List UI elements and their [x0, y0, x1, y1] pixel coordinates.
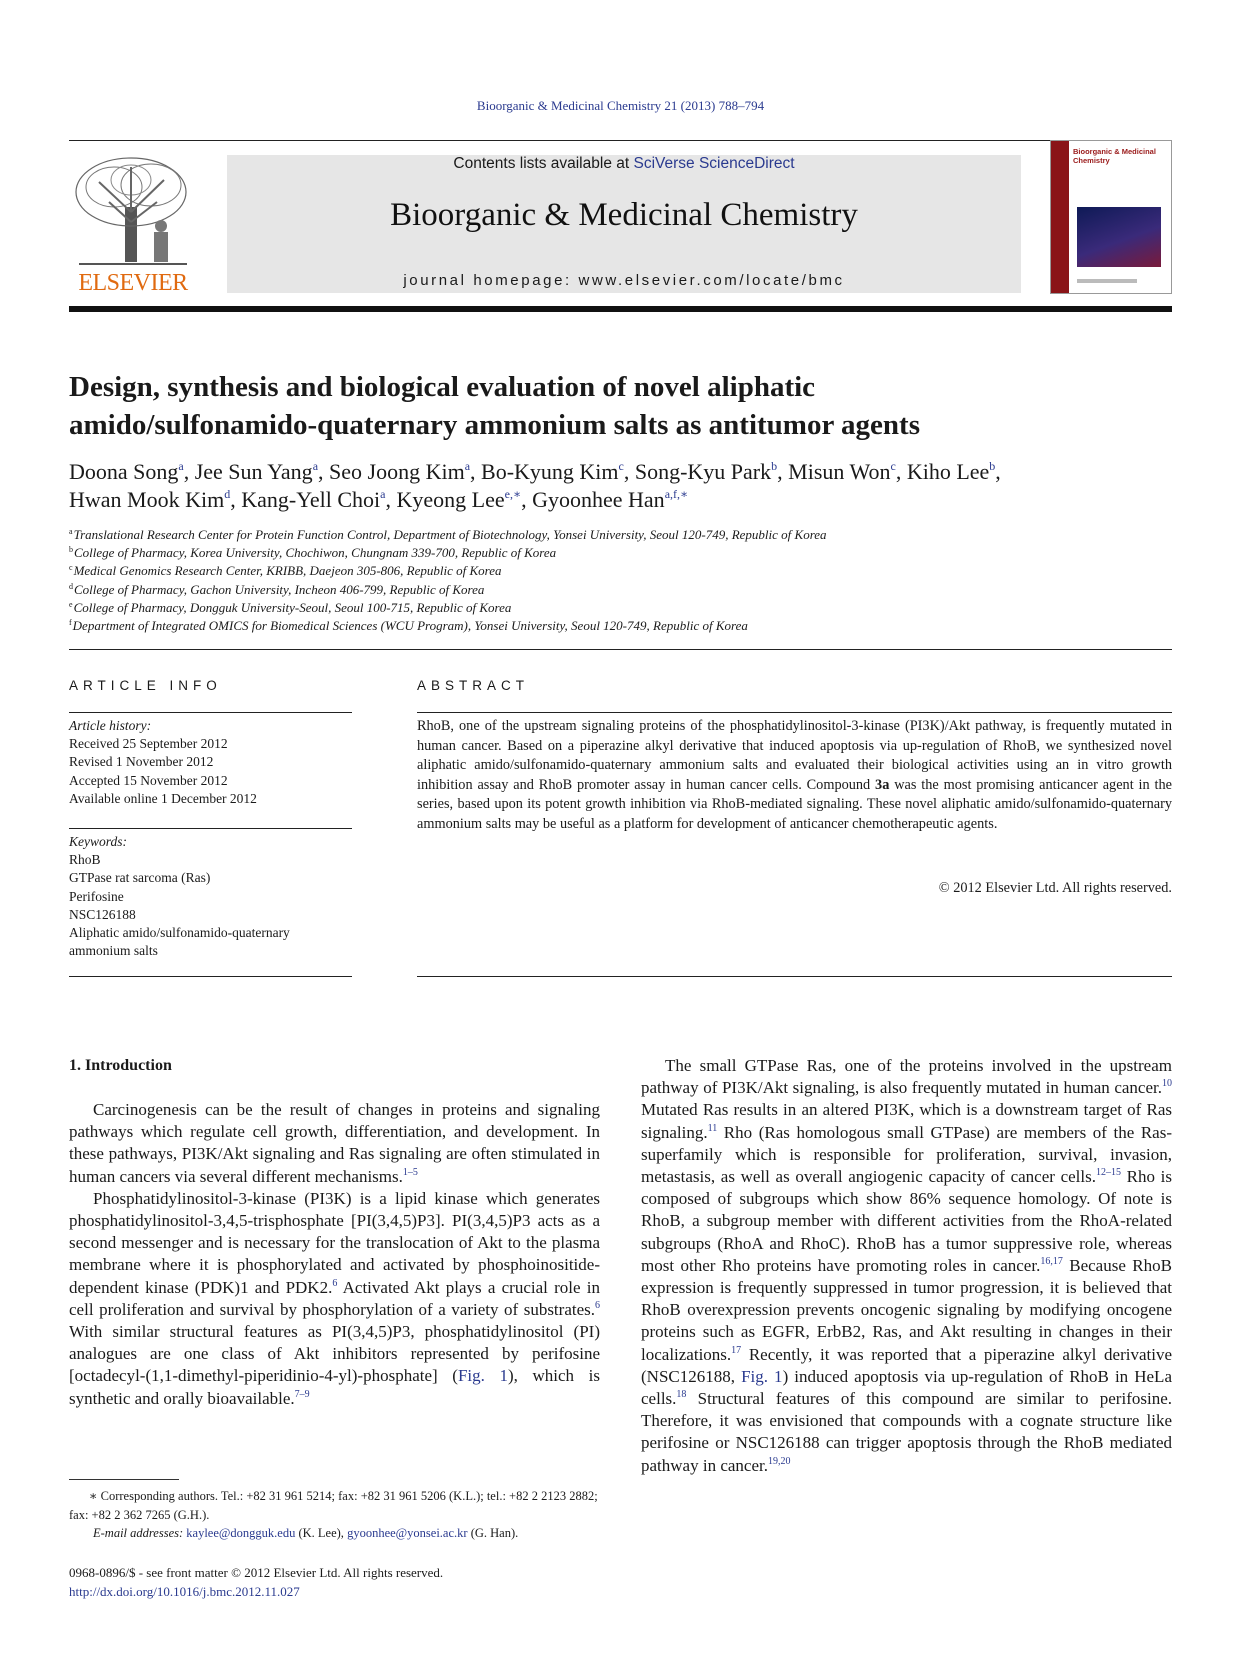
author-sep: , — [777, 459, 789, 484]
reference[interactable]: 6 — [332, 1277, 338, 1289]
accepted-date: Accepted 15 November 2012 — [69, 772, 228, 788]
text: Because RhoB expression is frequently suppressed in tumor progression, it is believed that RhoB overexpression prevents oncogenic signaling by modifying oncogene proteins such as EGFR, ErbB2, Ras, and Akt resulting in changes in their localizations. — [641, 1255, 1172, 1364]
author-affil[interactable]: a,f,∗ — [664, 487, 689, 501]
cover-footer — [1077, 279, 1137, 283]
author-sep: , — [385, 487, 397, 512]
text: ), which is synthetic and orally bioavailable. — [69, 1366, 601, 1408]
doi-link[interactable]: http://dx.doi.org/10.1016/j.bmc.2012.11.027 — [69, 1583, 300, 1599]
article-history — [69, 717, 352, 808]
keyword: GTPase rat sarcoma (Ras) — [69, 870, 211, 886]
text: Carcinogenesis can be the result of changes in proteins and signaling pathways which regulate cell growth, differentiation, and development. In these pathways, PI3K/Akt signaling and Ras signaling are often stimulated in human cancers via several different mechanisms. — [69, 1100, 600, 1186]
author[interactable]: Gyoonhee Han — [532, 487, 665, 512]
author-affil[interactable]: c — [890, 459, 896, 473]
author-affil[interactable]: a — [380, 487, 386, 501]
author-affil[interactable]: b — [989, 459, 996, 473]
publisher-name: ELSEVIER — [78, 270, 188, 296]
author-sep: , — [995, 459, 1001, 484]
cover-spine — [1051, 141, 1069, 293]
author[interactable]: Jee Sun Yang — [194, 459, 313, 484]
affil-text: Medical Genomics Research Center, KRIBB, Daejeon 305-806, Republic of Korea — [73, 563, 502, 579]
author-sep: , — [895, 459, 907, 484]
affil-text: College of Pharmacy, Gachon University, Incheon 406-799, Republic of Korea — [74, 581, 485, 597]
history-label: Article history: — [69, 718, 152, 733]
article-title — [69, 368, 1172, 444]
keywords-rule — [69, 828, 352, 829]
section-rule — [69, 649, 1172, 650]
article-info-bottom-rule — [69, 976, 352, 977]
affil-text: Department of Integrated OMICS for Biomedical Sciences (WCU Program), Yonsei University, Seoul 120-749, Republic of Korea — [72, 618, 748, 634]
affil-key: a — [69, 527, 73, 536]
journal-citation[interactable]: Bioorganic & Medicinal Chemistry 21 (2013) 788–794 — [476, 98, 765, 113]
affiliation — [69, 526, 1172, 544]
affil-key: e — [69, 599, 73, 609]
reference[interactable]: 6 — [595, 1299, 600, 1311]
text: Rho (Ras homologous small GTPase) are members of the Ras-superfamily which is responsible for proliferation, survival, invasion, metastasis, as well as overall angiogenic capacity of cancer cells. — [641, 1122, 1172, 1187]
sciencedirect-link[interactable]: SciVerse ScienceDirect — [633, 155, 795, 172]
email-link[interactable]: kaylee@dongguk.edu — [186, 1526, 296, 1540]
author[interactable]: Seo Joong Kim — [329, 459, 465, 484]
figure-link[interactable]: Fig. 1 — [741, 1366, 783, 1386]
footnote-rule — [69, 1479, 179, 1480]
intro-left-column — [69, 1099, 600, 1410]
author[interactable]: Kyeong Lee — [396, 487, 505, 512]
author[interactable]: Misun Won — [788, 459, 891, 484]
author-affil[interactable]: b — [771, 459, 778, 473]
author-sep: , — [318, 459, 330, 484]
intro-right-column — [641, 1055, 1172, 1477]
affiliation — [69, 581, 1172, 599]
keyword: ammonium salts — [69, 943, 158, 959]
text: The small GTPase Ras, one of the proteins involved in the upstream pathway of PI3K/Akt signaling, is also frequently mutated in human cancer. — [641, 1056, 1172, 1098]
author-sep: , — [183, 459, 195, 484]
reference[interactable]: 10 — [1162, 1078, 1172, 1090]
author[interactable]: Kang-Yell Choi — [241, 487, 381, 512]
author-sep: , — [623, 459, 635, 484]
text: Rho is composed of subgroups which show 86% sequence homology. Of note is RhoB, a subgroup member with different activities from the RhoA-related subgroups (RhoA and RhoC). RhoB has a tumor suppressive role, whereas most other Rho proteins have promoting roles in cancer. — [641, 1167, 1172, 1275]
keywords-label: Keywords: — [69, 834, 127, 849]
compound-label: 3a — [875, 776, 890, 793]
text: Structural features of this compound are similar to perifosine. Therefore, it was envisioned that compounds with a cognate structure like perifosine or NSC126188 can trigger apoptosis through the RhoB mediated pathway in cancer. — [641, 1389, 1172, 1475]
author-affil[interactable]: a — [312, 459, 319, 473]
intro-paragraph-2 — [69, 1188, 600, 1410]
text: Recently, it was reported that a piperazine alkyl derivative (NSC126188, — [641, 1344, 1172, 1386]
author-affil[interactable]: a — [464, 459, 471, 473]
contents-line — [227, 155, 1021, 173]
reference[interactable]: 18 — [676, 1389, 687, 1401]
author-sep: , — [521, 487, 533, 512]
issn-line: 0968-0896/$ - see front matter © 2012 Elsevier Ltd. All rights reserved. — [69, 1565, 444, 1580]
reference[interactable]: 11 — [707, 1122, 718, 1134]
keyword: Perifosine — [69, 888, 124, 904]
abstract-copyright: © 2012 Elsevier Ltd. All rights reserved. — [938, 880, 1172, 896]
keyword: NSC126188 — [69, 906, 136, 922]
header-thick-rule — [69, 306, 1172, 312]
intro-heading: 1. Introduction — [69, 1057, 172, 1074]
text: Mutated Ras results in an altered PI3K, which is a downstream target of Ras signaling. — [641, 1100, 1172, 1142]
affiliations — [69, 526, 1172, 635]
keywords — [69, 833, 352, 960]
affil-text: College of Pharmacy, Dongguk University-Seoul, Seoul 100-715, Republic of Korea — [73, 599, 512, 615]
author-affil[interactable]: c — [618, 459, 624, 473]
affil-key: b — [69, 545, 73, 555]
affil-text: Translational Research Center for Protein Function Control, Department of Biotechnology, Yonsei University, Seoul 120-749, Republic of Korea — [73, 527, 827, 542]
keyword: Aliphatic amido/sulfonamido-quaternary — [69, 925, 290, 941]
title-line-1: Design, synthesis and biological evaluation of novel aliphatic — [69, 371, 816, 403]
online-date: Available online 1 December 2012 — [69, 790, 257, 806]
author-affil[interactable]: d — [224, 487, 231, 501]
contents-prefix: Contents lists available at — [453, 155, 634, 172]
abstract-rule — [417, 712, 1172, 713]
intro-paragraph-3 — [641, 1055, 1172, 1477]
journal-title: Bioorganic & Medicinal Chemistry — [390, 197, 858, 233]
author[interactable]: Bo-Kyung Kim — [481, 459, 619, 484]
affiliation — [69, 544, 1172, 562]
author[interactable]: Doona Song — [69, 459, 179, 484]
corresponding-authors: ∗ Corresponding authors. Tel.: +82 31 961 5214; fax: +82 31 961 5206 (K.L.); tel.: +82 2 2123 2882; fax: +82 2 362 7265 (G.H.). — [69, 1489, 598, 1522]
received-date: Received 25 September 2012 — [69, 736, 228, 752]
intro-paragraph-1 — [69, 1099, 600, 1188]
keyword: RhoB — [69, 852, 101, 868]
author-list — [69, 458, 1179, 514]
journal-cover — [1050, 140, 1172, 294]
article-info-rule — [69, 712, 352, 713]
email-link[interactable]: gyoonhee@yonsei.ac.kr — [347, 1526, 468, 1540]
affil-key: c — [69, 563, 73, 573]
title-line-2: amido/sulfonamido-quaternary ammonium salts as antitumor agents — [69, 409, 920, 441]
reference[interactable]: 1–5 — [402, 1166, 418, 1178]
article-info-heading: ARTICLE INFO — [69, 678, 222, 693]
email-owner: (K. Lee), — [295, 1526, 348, 1540]
affiliation — [69, 562, 1172, 580]
email-owner: (G. Han). — [467, 1526, 519, 1540]
cover-image — [1077, 207, 1161, 267]
text: Phosphatidylinositol-3-kinase (PI3K) is a lipid kinase which generates phosphatidylinositol-3,4,5-trisphosphate [PI(3,4,5)P3]. PI(3,4,5)P3 acts as a second messenger and is necessary for the translocation of Akt to the plasma membrane where it is phosphorylated and activated by phosphoinositide-dependent kinase (PDK)1 and PDK2. — [69, 1188, 600, 1297]
affiliation — [69, 617, 1172, 635]
email-label: E-mail addresses: — [93, 1526, 187, 1540]
affiliation — [69, 599, 1172, 617]
reference[interactable]: 16,17 — [1040, 1255, 1063, 1267]
abstract-part-2: was the most promising anticancer agent in the series, based upon its potent growth inhibition via RhoB-mediated signaling. These novel aliphatic amido/sulfonamido-quaternary ammonium salts may be useful as a platform for development of anticancer chemotherapeutic agents. — [417, 776, 1172, 832]
text: With similar structural features as PI(3,4,5)P3, phosphatidylinositol (PI) analogues are one class of Akt inhibitors represented by perifosine [octadecyl-(1,1-dimethyl-piperidinio-4-yl)-phosphate] ( — [69, 1322, 600, 1386]
author[interactable]: Song-Kyu Park — [634, 459, 772, 484]
figure-link[interactable]: Fig. 1 — [457, 1366, 508, 1386]
affil-text: College of Pharmacy, Korea University, Chochiwon, Chungnam 339-700, Republic of Korea — [74, 545, 557, 561]
reference[interactable]: 7–9 — [294, 1388, 310, 1400]
tree-icon — [69, 152, 197, 272]
cover-title: Bioorganic & Medicinal Chemistry — [1073, 147, 1156, 165]
front-matter — [69, 1564, 629, 1601]
text: Activated Akt plays a crucial role in cell proliferation and survival by phosphorylation of a variety of substrates. — [69, 1277, 600, 1319]
abstract-part-1: RhoB, one of the upstream signaling proteins of the phosphatidylinositol-3-kinase (PI3K)/Akt pathway, is frequently mutated in human cancer. Based on a piperazine alkyl derivative that induced apoptosis via up-regulation of RhoB, we synthesized novel aliphatic amido/sulfonamido-quaternary ammonium salts and evaluated their biological activities using an in vitro growth inhibition assay and RhoB promoter assay in human cancer cells. Compound — [417, 718, 1172, 793]
abstract-heading: ABSTRACT — [417, 678, 530, 693]
reference[interactable]: 19,20 — [767, 1455, 791, 1467]
author[interactable]: Hwan Mook Kim — [69, 487, 225, 512]
author-affil[interactable]: a — [178, 459, 184, 473]
email-line — [69, 1524, 600, 1543]
text: ) induced apoptosis via up-regulation of RhoB in HeLa cells. — [641, 1366, 1172, 1409]
reference[interactable]: 17 — [731, 1344, 742, 1356]
revised-date: Revised 1 November 2012 — [69, 754, 214, 770]
header-rule — [69, 140, 1172, 141]
author[interactable]: Kiho Lee — [906, 459, 990, 484]
author-affil[interactable]: e,∗ — [504, 487, 522, 501]
author-sep: , — [230, 487, 242, 512]
abstract-text — [417, 717, 1172, 835]
abstract-bottom-rule — [417, 976, 1172, 977]
affil-key: f — [69, 618, 72, 628]
author-sep: , — [470, 459, 482, 484]
corresponding-footnote — [69, 1487, 600, 1543]
journal-homepage[interactable]: journal homepage: www.elsevier.com/locate/bmc — [403, 272, 845, 289]
affil-key: d — [69, 581, 73, 591]
reference[interactable]: 12–15 — [1095, 1167, 1121, 1179]
